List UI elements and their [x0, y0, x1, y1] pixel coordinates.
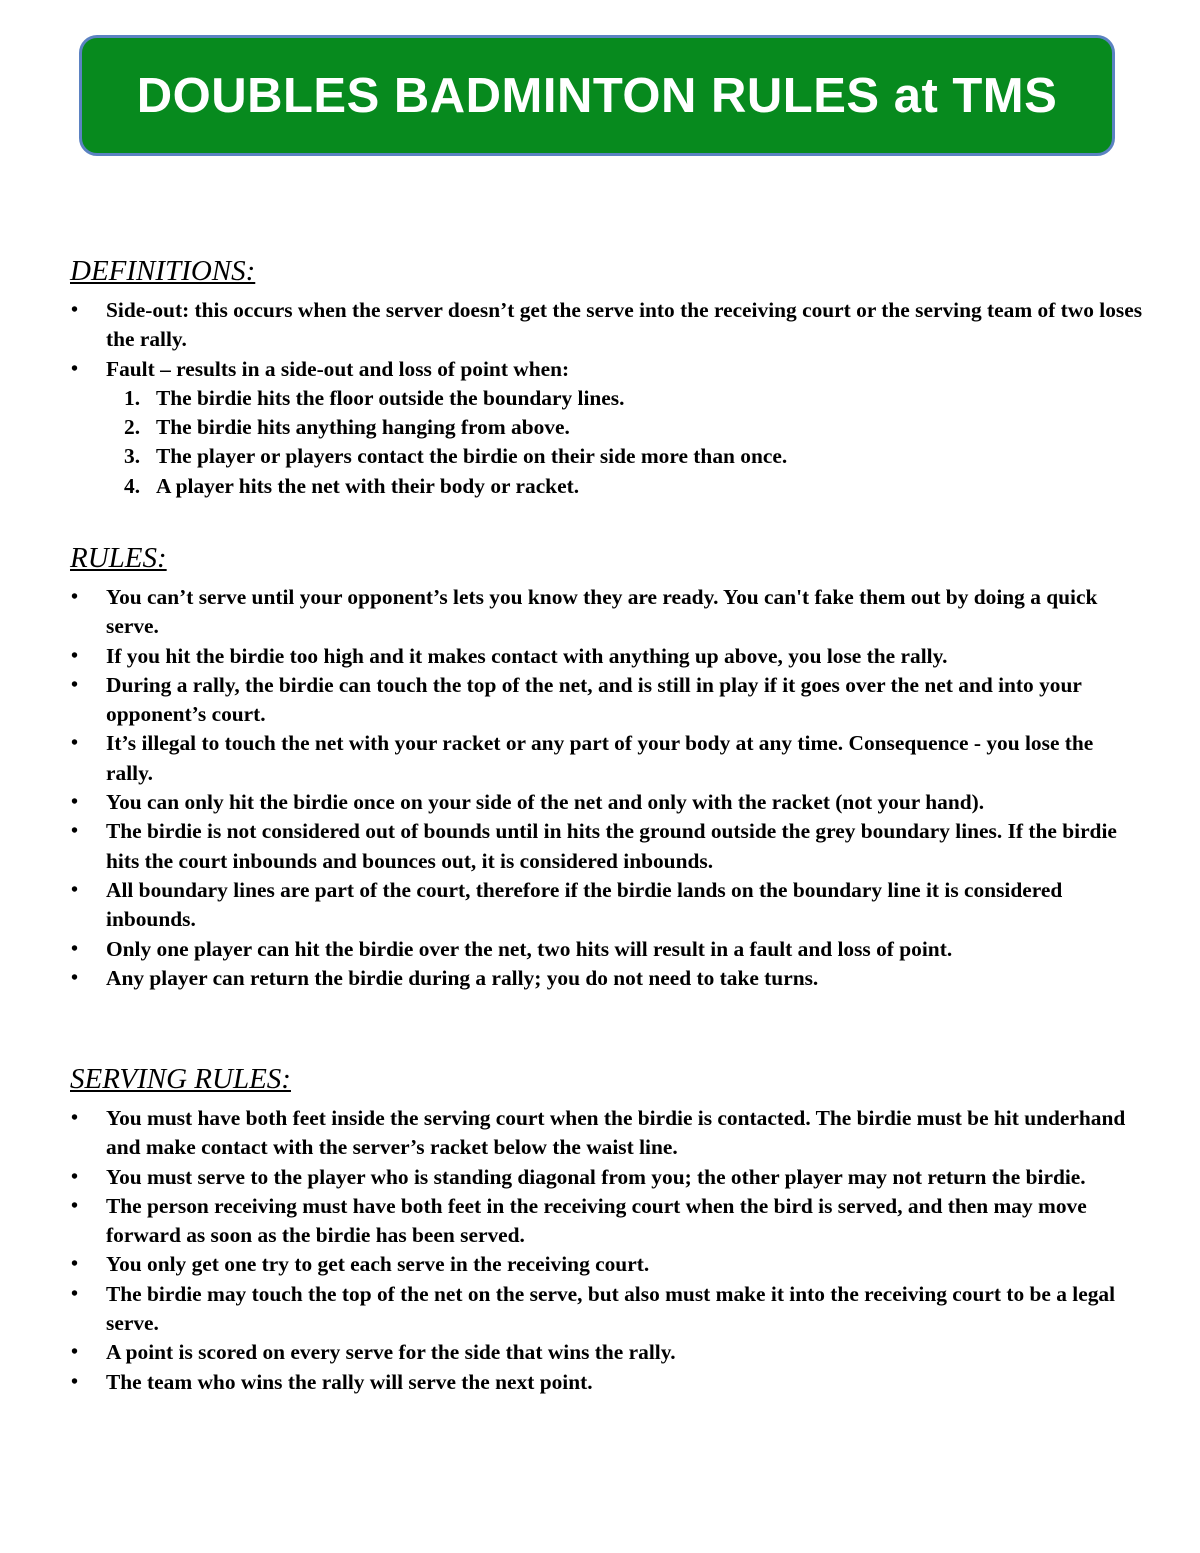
list-item: • You only get one try to get each serve in the receiving court.	[70, 1250, 1145, 1279]
list-item: • It’s illegal to touch the net with your racket or any part of your body at any time. Consequence - you lose the rally.	[70, 729, 1145, 788]
list-item: • During a rally, the birdie can touch the top of the net, and is still in play if it goes over the net and into your opponent’s court.	[70, 671, 1145, 730]
list-item: • All boundary lines are part of the court, therefore if the birdie lands on the boundary line it is considered inbounds.	[70, 876, 1145, 935]
fault-item	[106, 472, 1145, 501]
fault-text: The birdie hits the floor outside the boundary lines.	[156, 385, 625, 410]
list-item: • You must serve to the player who is standing diagonal from you; the other player may not return the birdie.	[70, 1163, 1145, 1192]
rules-list	[70, 583, 1145, 993]
fault-item	[106, 413, 1145, 442]
list-item: • Side-out: this occurs when the server doesn’t get the serve into the receiving court or the serving team of two loses the rally.	[70, 296, 1145, 355]
list-item: • The birdie is not considered out of bounds until in hits the ground outside the grey boundary lines. If the birdie hits the court inbounds and bounces out, it is considered inbounds.	[70, 817, 1145, 876]
serving-rules-list	[70, 1104, 1145, 1397]
fault-text: The player or players contact the birdie on their side more than once.	[156, 444, 788, 469]
fault-text: A player hits the net with their body or racket.	[156, 473, 580, 498]
definitions-section	[70, 255, 1145, 501]
page-title: DOUBLES BADMINTON RULES at TMS	[136, 68, 1058, 123]
list-item: • Any player can return the birdie during a rally; you do not need to take turns.	[70, 964, 1145, 993]
list-item	[70, 355, 1145, 501]
serving-rules-heading: SERVING RULES:	[70, 1063, 291, 1095]
list-item: • The team who wins the rally will serve the next point.	[70, 1368, 1145, 1397]
list-item: • The birdie may touch the top of the net on the serve, but also must make it into the receiving court to be a legal serve.	[70, 1280, 1145, 1339]
rules-heading: RULES:	[70, 542, 167, 574]
fault-number: 3.	[124, 444, 141, 469]
fault-number: 4.	[124, 473, 141, 498]
fault-text: The birdie hits anything hanging from above.	[156, 415, 570, 440]
list-item: • Only one player can hit the birdie over the net, two hits will result in a fault and loss of point.	[70, 935, 1145, 964]
fault-list	[106, 384, 1145, 501]
fault-item	[106, 384, 1145, 413]
fault-number: 2.	[124, 415, 141, 440]
list-item: • You can’t serve until your opponent’s lets you know they are ready. You can't fake them out by doing a quick serve.	[70, 583, 1145, 642]
definitions-heading: DEFINITIONS:	[70, 255, 256, 287]
fault-intro: Fault – results in a side-out and loss of point when:	[106, 356, 570, 381]
fault-number: 1.	[124, 385, 141, 410]
list-item: • You can only hit the birdie once on your side of the net and only with the racket (not your hand).	[70, 788, 1145, 817]
list-item: • A point is scored on every serve for the side that wins the rally.	[70, 1338, 1145, 1367]
fault-item	[106, 442, 1145, 471]
rules-section	[70, 542, 1145, 993]
title-banner	[79, 35, 1115, 156]
definitions-list	[70, 296, 1145, 501]
serving-rules-section	[70, 1063, 1145, 1397]
list-item: • If you hit the birdie too high and it makes contact with anything up above, you lose the rally.	[70, 642, 1145, 671]
list-item: • The person receiving must have both feet in the receiving court when the bird is served, and then may move forward as soon as the birdie has been served.	[70, 1192, 1145, 1251]
list-item: • You must have both feet inside the serving court when the birdie is contacted. The birdie must be hit underhand and make contact with the server’s racket below the waist line.	[70, 1104, 1145, 1163]
